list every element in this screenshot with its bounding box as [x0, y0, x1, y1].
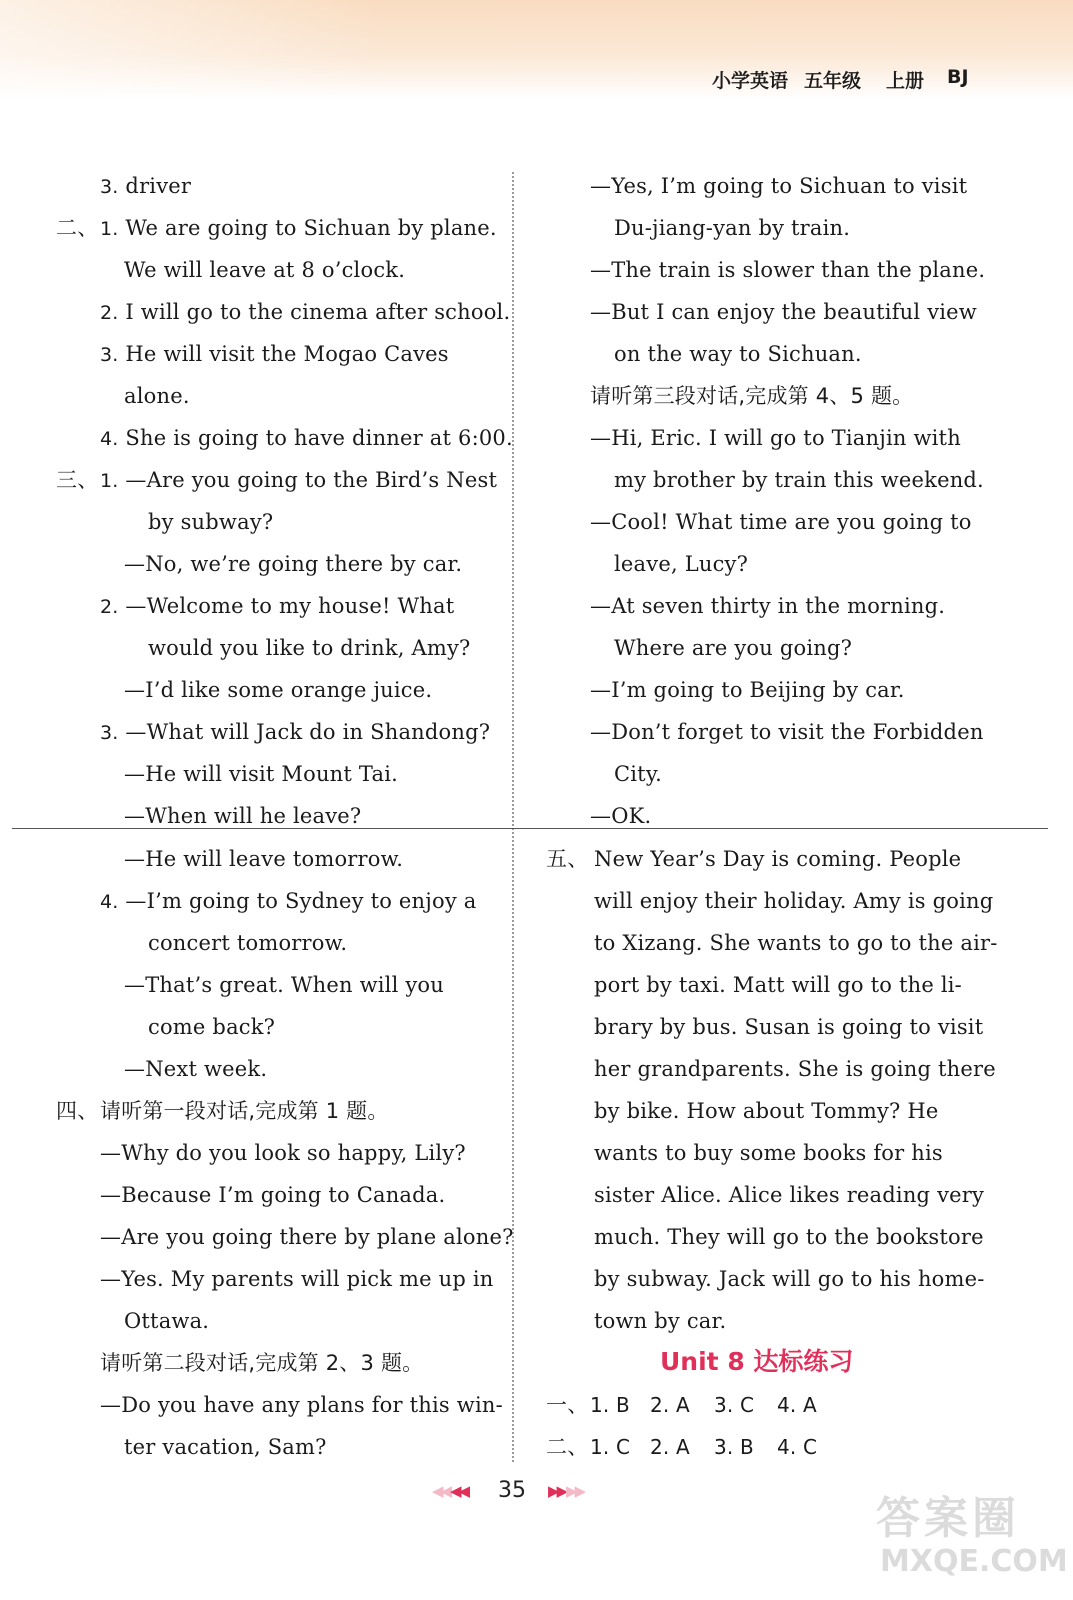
text-line: by subway. Jack will go to his home- — [594, 1267, 985, 1291]
text-line: on the way to Sichuan. — [614, 342, 862, 366]
page-footer — [426, 1476, 606, 1508]
text-line: —Because I’m going to Canada. — [100, 1183, 446, 1207]
text-line: —At seven thirty in the morning. — [590, 594, 946, 618]
answer-item: 3. B — [714, 1435, 754, 1459]
text-line: will enjoy their holiday. Amy is going — [594, 889, 994, 913]
text-line: by bike. How about Tommy? He — [594, 1099, 939, 1123]
text-line: 1. We are going to Sichuan by plane. — [100, 216, 497, 240]
watermark — [870, 1478, 1068, 1598]
text-line: —Yes. My parents will pick me up in — [100, 1267, 494, 1291]
text-line: —Why do you look so happy, Lily? — [100, 1141, 466, 1165]
text-line: 3. —What will Jack do in Shandong? — [100, 720, 491, 744]
text-line: 3. driver — [100, 174, 192, 198]
text-line: Where are you going? — [614, 636, 853, 660]
text-line: brary by bus. Susan is going to visit — [594, 1015, 984, 1039]
text-line: —Do you have any plans for this win- — [100, 1393, 503, 1417]
page-prev-decor-icon: ◀◀ — [432, 1482, 450, 1500]
text-line: sister Alice. Alice likes reading very — [594, 1183, 985, 1207]
column-divider — [512, 172, 514, 1462]
text-line: to Xizang. She wants to go to the air- — [594, 931, 998, 955]
edition-label: BJ — [947, 66, 969, 88]
section-marker: 一、 — [546, 1393, 589, 1417]
text-line: alone. — [124, 384, 190, 408]
answer-item: 1. C — [590, 1435, 631, 1459]
text-line: —Yes, I’m going to Sichuan to visit — [590, 174, 968, 198]
text-line: —Cool! What time are you going to — [590, 510, 972, 534]
page-next-icon: ▶▶ — [548, 1482, 566, 1500]
text-line: —Don’t forget to visit the Forbidden — [590, 720, 984, 744]
grade-label: 五年级 — [804, 70, 862, 92]
text-line: wants to buy some books for his — [594, 1141, 943, 1165]
text-line: 2. —Welcome to my house! What — [100, 594, 455, 618]
subject-label: 小学英语 — [712, 70, 789, 92]
text-line: —That’s great. When will you — [124, 973, 445, 997]
text-line: 1. —Are you going to the Bird’s Nest — [100, 468, 498, 492]
answer-item: 4. A — [777, 1393, 817, 1417]
text-line: by subway? — [148, 510, 274, 534]
text-line: her grandparents. She is going there — [594, 1057, 996, 1081]
section-marker: 四、 — [56, 1099, 99, 1123]
watermark-text: 答案圈 — [876, 1493, 1020, 1544]
text-line: 请听第三段对话,完成第 4、5 题。 — [590, 384, 914, 408]
answer-item: 3. C — [714, 1393, 755, 1417]
text-line: much. They will go to the bookstore — [594, 1225, 984, 1249]
text-line: town by car. — [594, 1309, 727, 1333]
text-line: —OK. — [590, 804, 652, 828]
text-line: —I’d like some orange juice. — [124, 678, 433, 702]
text-line: leave, Lucy? — [614, 552, 749, 576]
page-prev-icon: ◀◀ — [450, 1482, 468, 1500]
text-line: 2. I will go to the cinema after school. — [100, 300, 511, 324]
text-line: —No, we’re going there by car. — [124, 552, 463, 576]
text-line: port by taxi. Matt will go to the li- — [594, 973, 962, 997]
section-marker: 二、 — [56, 216, 99, 240]
section-marker: 五、 — [546, 847, 589, 871]
text-line: would you like to drink, Amy? — [148, 636, 471, 660]
text-line: ter vacation, Sam? — [124, 1435, 327, 1459]
text-line: concert tomorrow. — [148, 931, 348, 955]
unit-title: Unit 8 达标练习 — [660, 1347, 854, 1376]
text-line: —I’m going to Beijing by car. — [590, 678, 905, 702]
answer-item: 1. B — [590, 1393, 630, 1417]
section-marker: 三、 — [56, 468, 99, 492]
text-line: —But I can enjoy the beautiful view — [590, 300, 977, 324]
text-line: —Are you going there by plane alone? — [100, 1225, 514, 1249]
page-number: 35 — [498, 1478, 526, 1503]
text-line: Du-jiang-yan by train. — [614, 216, 851, 240]
text-line: come back? — [148, 1015, 276, 1039]
text-line: We will leave at 8 o’clock. — [124, 258, 406, 282]
text-line: —Next week. — [124, 1057, 268, 1081]
watermark-url: MXQE.COM — [880, 1544, 1068, 1579]
text-line: my brother by train this weekend. — [614, 468, 984, 492]
text-line: —Hi, Eric. I will go to Tianjin with — [590, 426, 961, 450]
text-line: 请听第二段对话,完成第 2、3 题。 — [100, 1351, 424, 1375]
text-line: 请听第一段对话,完成第 1 题。 — [100, 1099, 389, 1123]
text-line: —He will visit Mount Tai. — [124, 762, 399, 786]
text-line: 4. She is going to have dinner at 6:00. — [100, 426, 513, 450]
text-line: City. — [614, 762, 662, 786]
answer-item: 2. A — [650, 1393, 690, 1417]
text-line: 4. —I’m going to Sydney to enjoy a — [100, 889, 477, 913]
text-line: 3. He will visit the Mogao Caves — [100, 342, 449, 366]
volume-label: 上册 — [886, 70, 925, 92]
text-line: —When will he leave? — [124, 804, 362, 828]
text-line: New Year’s Day is coming. People — [594, 847, 962, 871]
text-line: —He will leave tomorrow. — [124, 847, 404, 871]
text-line: Ottawa. — [124, 1309, 210, 1333]
text-line: —The train is slower than the plane. — [590, 258, 986, 282]
section-marker: 二、 — [546, 1435, 589, 1459]
answer-item: 2. A — [650, 1435, 690, 1459]
answer-item: 4. C — [777, 1435, 818, 1459]
page-next-decor-icon: ▶▶ — [566, 1482, 584, 1500]
